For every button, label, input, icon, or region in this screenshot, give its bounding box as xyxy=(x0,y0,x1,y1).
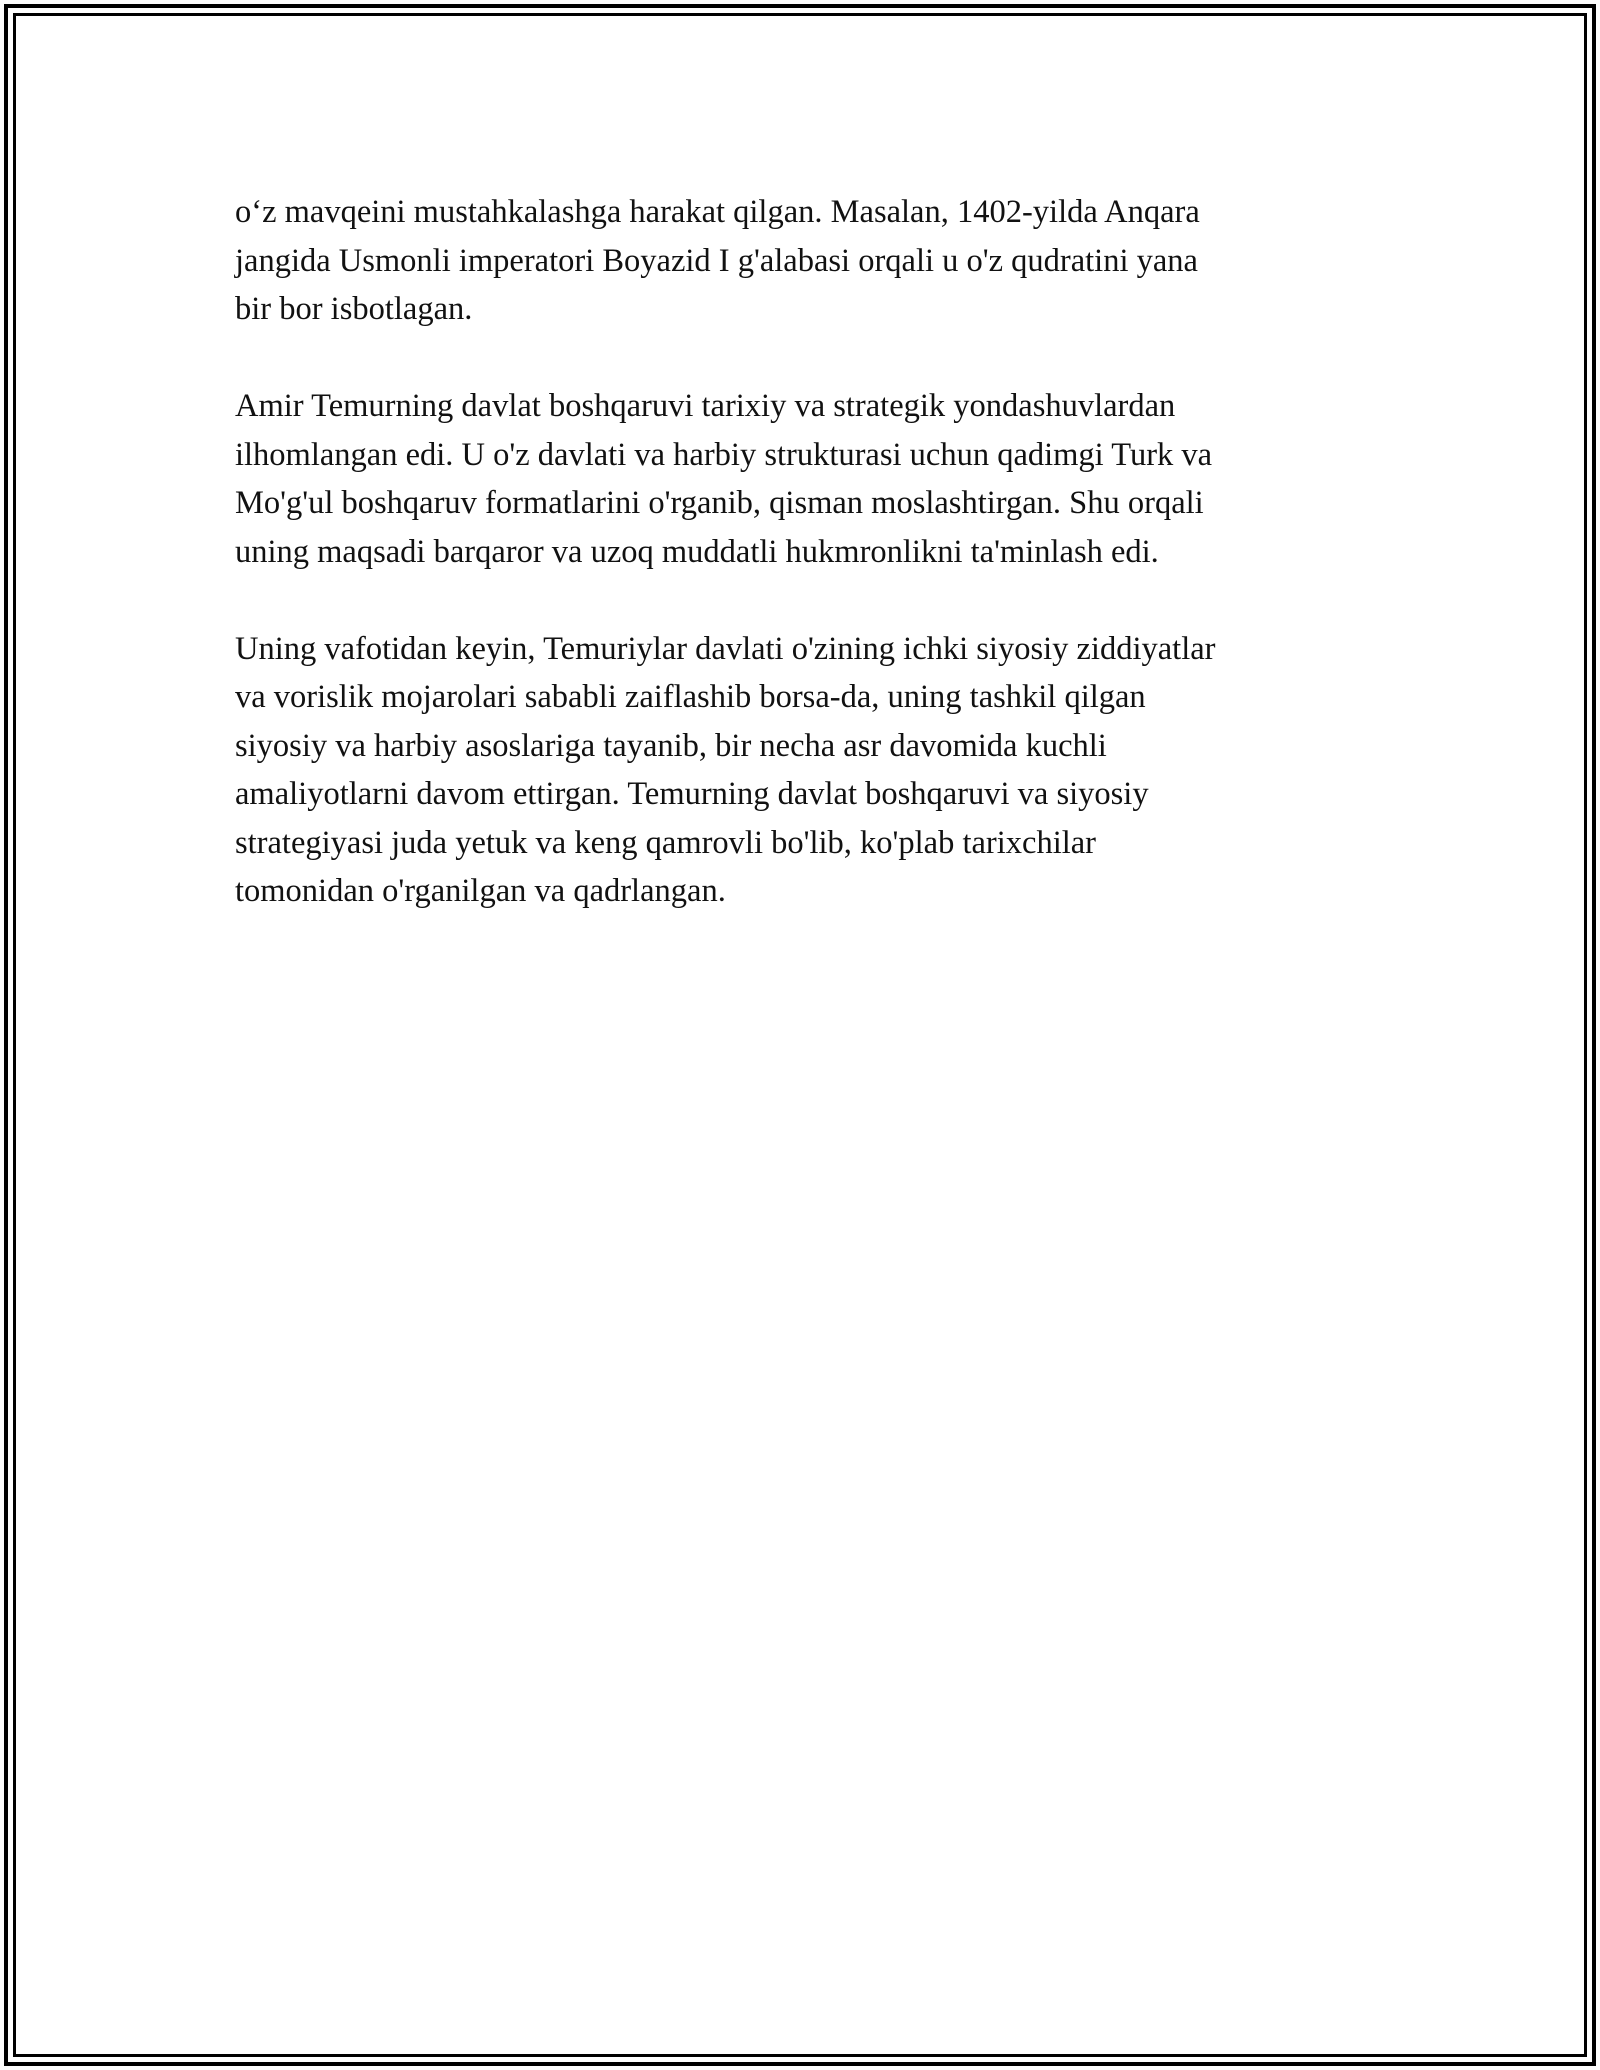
text-line: Mo'g'ul boshqaruv formatlarini o'rganib, qisman moslashtirgan. Shu orqali xyxy=(235,485,1204,521)
text-line: va vorislik mojarolari sababli zaiflashib borsa-da, uning tashkil qilgan xyxy=(235,679,1146,715)
text-line: jangida Usmonli imperatori Boyazid I g'alabasi orqali u o'z qudratini yana xyxy=(235,242,1198,279)
text-line: Amir Temurning davlat boshqaruvi tarixiy va strategik yondashuvlardan xyxy=(235,388,1176,424)
text-line: tomonidan o'rganilgan va qadrlangan. xyxy=(235,873,726,909)
text-line: bir bor isbotlagan. xyxy=(235,291,473,327)
text-line: uning maqsadi barqaror va uzoq muddatli hukmronlikni ta'minlash edi. xyxy=(235,533,1159,570)
text-line: ilhomlangan edi. U o'z davlati va harbiy strukturasi uchun qadimgi Turk va xyxy=(235,436,1213,473)
text-line: siyosiy va harbiy asoslariga tayanib, bir necha asr davomida kuchli xyxy=(235,727,1107,764)
document-body xyxy=(235,188,1365,964)
text-line: amaliyotlarni davom ettirgan. Temurning davlat boshqaruvi va siyosiy xyxy=(235,776,1149,812)
text-line: strategiyasi juda yetuk va keng qamrovli bo'lib, ko'plab tarixchilar xyxy=(235,824,1096,861)
text-line: Uning vafotidan keyin, Temuriylar davlati o'zining ichki siyosiy ziddiyatlar xyxy=(235,630,1216,667)
text-line: o‘z mavqeini mustahkalashga harakat qilgan. Masalan, 1402-yilda Anqara xyxy=(235,194,1200,230)
paragraph-1 xyxy=(235,188,1365,334)
paragraph-3 xyxy=(235,625,1365,916)
paragraph-2 xyxy=(235,382,1365,576)
